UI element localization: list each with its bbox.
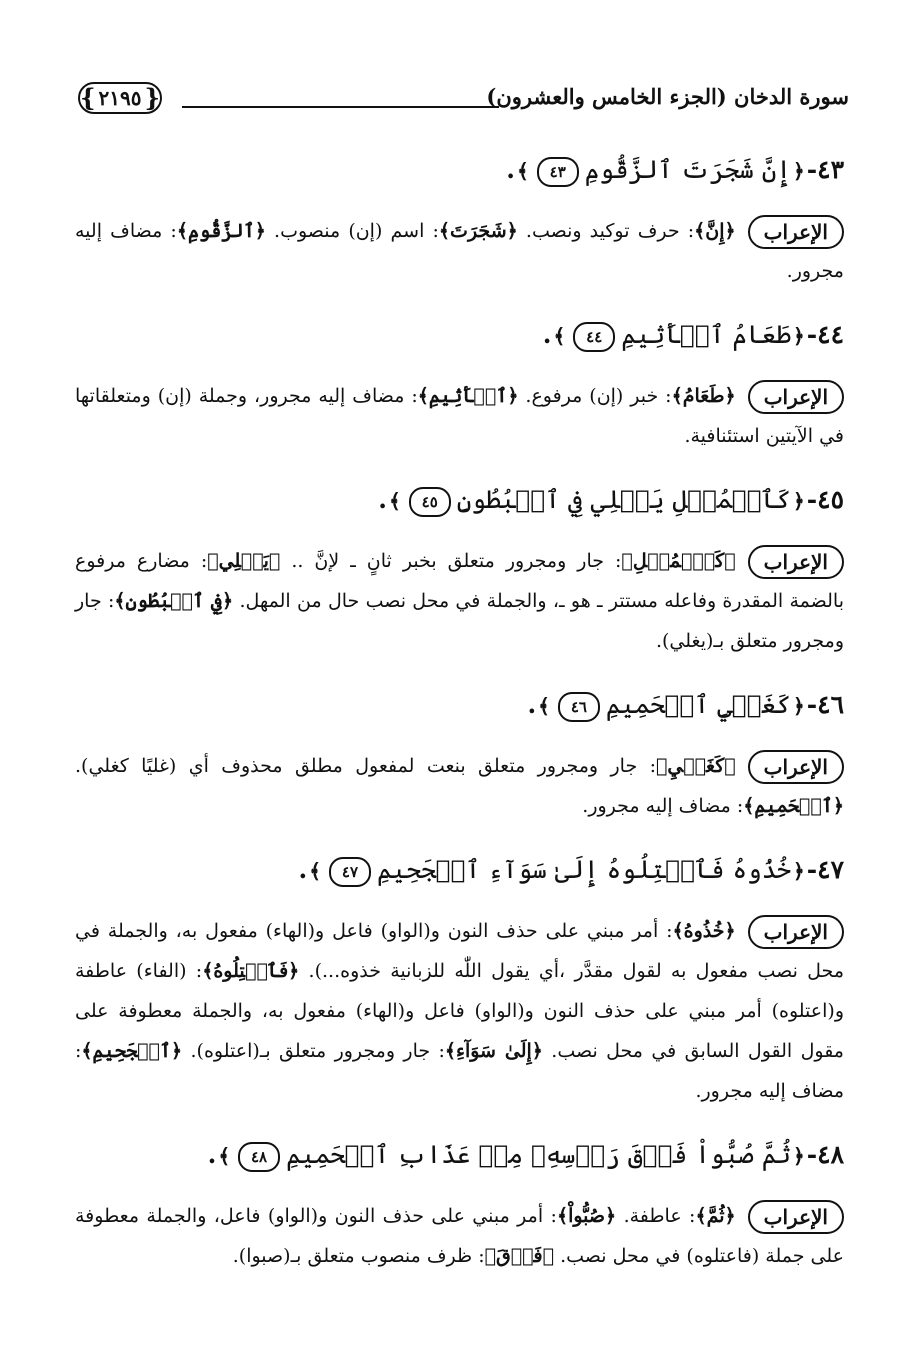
page-title: سورة الدخان (الجزء الخامس والعشرون) [486,84,849,109]
ornament-close: ﴾ [218,1144,231,1168]
verse-number: ٤٨- [806,1140,844,1169]
ayah-marker: ٤٥ [409,487,451,517]
verse-number: ٤٦- [806,690,844,719]
verse-line [75,480,844,521]
ornament-close: ﴾ [309,859,321,883]
irab-text: : جار ومجرور متعلق بنعت لمفعول مطلق محذوف أي (غليًا كغلي). [75,755,657,777]
ornament-open: ﴿ [793,1144,805,1168]
verse-end: . [542,320,552,349]
verse-text: إِنَّ شَجَرَتَ ٱلزَّقُّومِ [584,155,792,184]
ayah-marker: ٤٤ [573,322,615,352]
irab-text: : اسم (إن) منصوب. [265,220,439,242]
ayah-marker: ٤٦ [558,692,600,722]
page-number: ٢١٩٥ [98,86,142,110]
irab-word: ﴿صُبُّواْ﴾ [556,1205,617,1227]
page-number-bracket-left: { [144,83,160,112]
irab-text: : ظرف منصوب متعلق بـ(صبوا). [232,1245,485,1267]
ayah-marker: ٤٣ [537,157,579,187]
irab-word: ﴿خُذُوهُ﴾ [672,920,736,942]
page-content [75,150,844,1300]
verse-number: ٤٥- [806,485,844,514]
verse-end: . [378,485,388,514]
header-rule [182,106,499,108]
irab-text: : أمر مبني على حذف النون و(الواو) فاعل، والجملة معطوفة على جملة (فاعتلوه) في محل نصب. [75,1205,844,1267]
irab-paragraph [75,376,844,456]
irab-word: ﴿ٱلۡحَمِيمِ﴾ [743,795,844,817]
verse-line [75,685,844,726]
irab-text: : مضاف إليه مجرور. [582,795,744,817]
verse-line [75,150,844,191]
irab-text: : مضاف إليه مجرور. [75,220,844,282]
irab-word: ﴿كَغَلۡيِ﴾ [656,755,736,777]
irab-badge: الإعراب [748,1200,844,1234]
ornament-close: ﴾ [389,489,401,513]
irab-paragraph [75,211,844,291]
verse-text: كَغَلۡيِ ٱلۡحَمِيمِ [605,690,792,719]
verse-end: . [207,1140,217,1169]
page-number-bracket-right: } [80,83,96,112]
verse-line [75,850,844,891]
page-number-badge [72,78,168,118]
irab-text: : مضاف إليه مجرور، وجملة (إن) ومتعلقاتها في الآيتين استئنافية. [75,385,844,447]
irab-word: ﴿ٱلزَّقُّومِ﴾ [176,220,266,242]
ornament-close: ﴾ [516,159,529,183]
verse-text: طَعَامُ ٱلۡأَثِيمِ [621,320,792,349]
irab-word: ﴿شَجَرَتَ﴾ [438,220,518,242]
irab-word: ﴿فِي ٱلۡبُطُونِ﴾ [114,590,234,612]
irab-text: : عاطفة. [616,1205,696,1227]
irab-word: ﴿كَٱلۡمُهۡلِ﴾ [621,550,736,572]
verse-text: كَٱلۡمُهۡلِ يَغۡلِي فِي ٱلۡبُطُونِ [456,485,792,514]
irab-paragraph [75,1196,844,1276]
ornament-open: ﴿ [793,159,805,183]
irab-badge: الإعراب [748,915,844,949]
verse-text: ثُمَّ صُبُّواْ فَوۡقَ رَأۡسِهِۦ مِنۡ عَذَابِ ٱلۡحَمِيمِ [286,1140,792,1169]
irab-text: : أمر مبني على حذف النون و(الواو) فاعل و(الهاء) مفعول به، والجملة في محل نصب مفعول به لقول مقدَّر ،أي يقول اللّٰه للزبانية خذوه...). [75,920,844,982]
ornament-close: ﴾ [553,324,566,348]
irab-word: ﴿ثُمَّ﴾ [695,1205,736,1227]
ornament-open: ﴿ [793,694,805,718]
irab-badge: الإعراب [748,545,844,579]
ornament-open: ﴿ [793,859,805,883]
verse-end: . [527,690,537,719]
irab-badge: الإعراب [748,215,844,249]
irab-text: : جار ومجرور متعلق بخبر ثانٍ ـ لإنَّ .. [280,550,622,572]
verse-end: . [506,155,515,184]
irab-paragraph [75,746,844,826]
irab-text: : مضارع مرفوع بالضمة المقدرة وفاعله مستتر ـ هو ـ، والجملة في محل نصب حال من المهل. [75,550,845,612]
verse-line [75,315,844,356]
irab-word: ﴿ٱلۡجَحِيمِ﴾ [81,1040,183,1062]
ornament-open: ﴿ [793,324,805,348]
irab-text: : حرف توكيد ونصب. [517,220,695,242]
verse-number: ٤٣- [806,155,844,184]
irab-paragraph [75,541,844,661]
irab-text: : جار ومجرور متعلق بـ(يغلي). [75,590,844,652]
irab-word: ﴿ٱلۡأَثِيمِ﴾ [417,385,519,407]
irab-word: ﴿إِلَىٰ سَوَآءِ﴾ [444,1040,543,1062]
page-header [72,78,849,128]
irab-text: : خبر (إن) مرفوع. [518,385,672,407]
irab-badge: الإعراب [748,380,844,414]
irab-word: ﴿يَغۡلِي﴾ [207,550,281,572]
verse-number: ٤٧- [806,855,844,884]
verse-number: ٤٤- [806,320,844,349]
verse-end: . [298,855,308,884]
ayah-marker: ٤٨ [238,1142,280,1172]
verse-text: خُذُوهُ فَٱعۡتِلُوهُ إِلَىٰ سَوَآءِ ٱلۡجَحِيمِ [376,855,792,884]
irab-paragraph [75,911,844,1111]
irab-text: : (الفاء) عاطفة و(اعتلوه) أمر مبني على حذف النون و(الواو) فاعل و(الهاء) مفعول به، والجملة معطوفة على مقول القول السابق في محل نصب. [75,960,844,1062]
irab-text: : مضاف إليه مجرور. [75,1040,844,1102]
ayah-marker: ٤٧ [329,857,371,887]
irab-word: ﴿إِنَّ﴾ [694,220,736,242]
irab-badge: الإعراب [748,750,844,784]
ornament-open: ﴿ [793,489,805,513]
irab-word: ﴿فَٱعۡتِلُوهُ﴾ [202,960,300,982]
verse-line [75,1135,844,1176]
irab-word: ﴿طَعَامُ﴾ [671,385,736,407]
irab-word: ﴿فَوۡقَ﴾ [484,1245,555,1267]
irab-text: : جار ومجرور متعلق بـ(اعتلوه). [182,1040,445,1062]
ornament-close: ﴾ [538,694,550,718]
